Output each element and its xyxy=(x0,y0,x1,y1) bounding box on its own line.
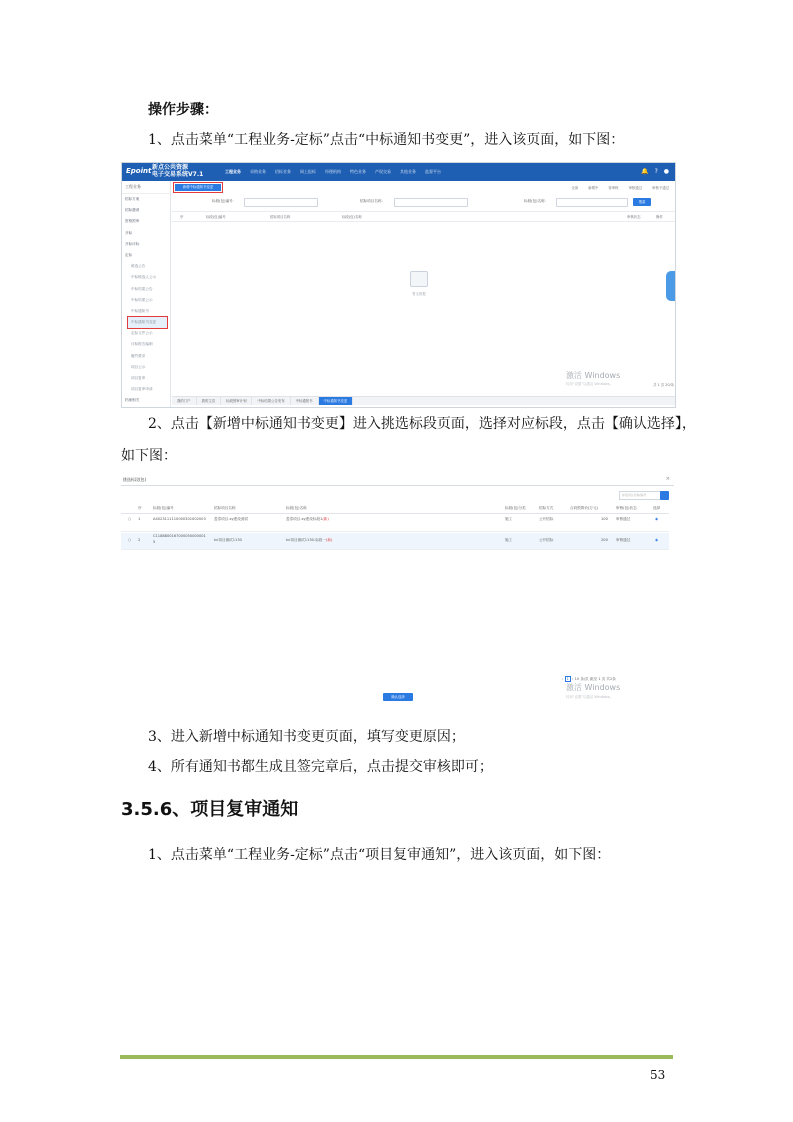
empty-box-icon xyxy=(410,271,428,287)
nav-item[interactable]: 产权交易 xyxy=(375,169,391,174)
column-header: 招标项目名称 xyxy=(270,215,291,219)
nav-item[interactable]: 采购业务 xyxy=(250,169,266,174)
cell-code-wrap: 5 xyxy=(153,540,156,544)
nav-item[interactable]: 其他业务 xyxy=(400,169,416,174)
sidebar-item[interactable]: 招标方案 xyxy=(125,197,140,201)
tab[interactable]: 中标通知书 xyxy=(291,397,319,405)
logo: Epoint xyxy=(126,167,152,175)
table-header xyxy=(121,504,669,514)
radio-option[interactable]: 审核通过 xyxy=(628,186,643,190)
row-radio-icon[interactable]: ○ xyxy=(128,538,132,542)
sidebar-title: 工程业务 xyxy=(122,181,170,194)
new-tag: (新) xyxy=(325,538,333,542)
nav-item[interactable]: 经理机构 xyxy=(325,169,341,174)
pager-total: 跳至 1 页 共2条 xyxy=(589,677,616,681)
sidebar xyxy=(122,181,171,407)
search-icon[interactable] xyxy=(660,491,669,500)
column-header: 标段(包)名称 xyxy=(342,215,362,219)
sidebar-item[interactable]: 定标 xyxy=(125,252,133,257)
cell-project: tcl项目测试1130 xyxy=(214,538,242,542)
sidebar-item[interactable]: 档案相关 xyxy=(125,398,140,403)
nav-item[interactable]: 招标业务 xyxy=(275,169,291,174)
add-notice-change-button[interactable]: 新增中标通知书变更 xyxy=(175,184,221,191)
screenshot-select-section-dialog xyxy=(121,475,674,707)
cell-code: C1188800167000050000001 xyxy=(153,534,206,538)
cell-no: 2 xyxy=(138,538,141,542)
nav-item[interactable]: 网上报标 xyxy=(300,169,316,174)
column-header: 合同预算价(万元) xyxy=(570,506,598,510)
cell-method: 公开招标 xyxy=(539,538,554,542)
cell-status: 审核通过 xyxy=(616,538,631,542)
confirm-select-button[interactable]: 确认选择 xyxy=(383,693,413,701)
page-number: 53 xyxy=(650,1068,666,1082)
select-icon[interactable]: ◉ xyxy=(655,517,659,521)
table-row[interactable] xyxy=(121,533,669,550)
table-row[interactable] xyxy=(121,515,669,532)
windows-watermark-sub: 转到“设置”以激活 Windows。 xyxy=(566,382,613,386)
windows-watermark: 激活 Windows xyxy=(566,683,621,692)
sidebar-subitem[interactable]: 中标结果公告 xyxy=(131,286,153,291)
status-radios xyxy=(571,185,669,190)
step-4-text: 4、所有通知书都生成且签完章后，点击提交审核即可； xyxy=(148,759,493,775)
radio-option[interactable]: 新增中 xyxy=(588,186,599,190)
column-header: 审核状态 xyxy=(627,215,641,219)
radio-option[interactable]: 待审核 xyxy=(608,186,619,190)
table-header xyxy=(172,211,675,222)
floating-tool-button[interactable] xyxy=(666,271,675,301)
cell-project: 盈泰项目-sy建设测试 xyxy=(214,517,249,521)
windows-watermark: 激活 Windows xyxy=(566,371,621,380)
cell-status: 审核通过 xyxy=(616,517,631,521)
column-header: 选择 xyxy=(653,506,661,510)
system-name-line1: 新点公共资源 xyxy=(152,164,189,171)
pager-size-select[interactable]: 10 条/页 xyxy=(574,677,589,681)
cell-budget: 100 xyxy=(601,517,608,521)
pager[interactable]: 共 1 页 20/条 xyxy=(653,383,675,387)
column-header: 标段(包)名称 xyxy=(286,506,307,510)
select-icon[interactable]: ◉ xyxy=(655,538,659,542)
sidebar-subitem[interactable]: 项目复审申请 xyxy=(131,387,153,392)
sidebar-subitem[interactable]: 评标报告编制 xyxy=(131,342,153,347)
search-input[interactable]: 标段(包)名称/编号 xyxy=(619,491,661,500)
sidebar-subitem[interactable]: 定标文件公示 xyxy=(131,331,153,336)
column-header: 标段(包)分类 xyxy=(505,506,526,510)
tab-active[interactable]: 中标通知书变更 xyxy=(319,397,354,405)
column-header: 审核(包)状态 xyxy=(616,506,637,510)
user-icon[interactable]: ● xyxy=(663,168,669,175)
cell-no: 1 xyxy=(138,517,141,521)
radio-option[interactable]: 全部 xyxy=(571,186,579,190)
sidebar-subitem[interactable]: 履约要求 xyxy=(131,353,146,358)
bell-icon[interactable]: 🔔 xyxy=(641,168,649,175)
sidebar-subitem[interactable]: 中标候选人公示 xyxy=(131,275,157,280)
step-2-continuation: 如下图： xyxy=(121,448,177,464)
step-1-text: 1、点击菜单“工程业务-定标”点击“中标通知书变更”，进入该页面，如下图： xyxy=(148,132,625,148)
nav-item[interactable]: 工程业务 xyxy=(225,169,241,174)
steps-heading: 操作步骤： xyxy=(148,102,218,118)
search-button[interactable]: 搜索 xyxy=(633,198,651,206)
step-2-text: 2、点击【新增中标通知书变更】进入挑选标段页面，选择对应标段，点击【确认选择】， xyxy=(148,416,696,432)
sidebar-subitem[interactable]: 候选公告 xyxy=(131,264,146,269)
step-5-text: 1、点击菜单“工程业务-定标”点击“项目复审通知”，进入该页面，如下图： xyxy=(148,847,611,863)
cell-category: 施工 xyxy=(505,517,513,521)
section-code-input[interactable] xyxy=(244,198,318,207)
system-name-line2: 电子交易系统V7.1 xyxy=(152,171,204,178)
tab[interactable]: 中标结果公告发布 xyxy=(252,397,290,405)
column-header: 标段(包)编号 xyxy=(206,215,226,219)
help-icon[interactable]: ? xyxy=(654,168,658,175)
column-header: 序 xyxy=(180,215,184,219)
radio-option[interactable]: 审核不通过 xyxy=(652,186,669,190)
column-header: 标段(包)编号 xyxy=(153,506,174,510)
top-icons xyxy=(641,168,669,175)
filter-label: 招标项目名称： xyxy=(360,199,386,203)
sidebar-item[interactable]: 招标邀请 xyxy=(125,208,140,213)
screenshot-notice-change-list xyxy=(121,162,676,408)
tab[interactable]: 我的主页 xyxy=(197,397,222,405)
top-bar xyxy=(122,163,675,181)
sidebar-subitem[interactable]: 项目复审 xyxy=(131,376,146,380)
tab[interactable]: 标段预审计划 xyxy=(221,397,252,405)
tab[interactable]: 我的门户 xyxy=(172,397,197,405)
section-name-input[interactable] xyxy=(556,198,628,207)
cell-section xyxy=(286,517,329,522)
sidebar-subitem[interactable]: 项目公示 xyxy=(131,364,146,369)
dialog-header xyxy=(121,475,674,486)
sidebar-subitem[interactable]: 中标结果公示 xyxy=(131,297,153,302)
section-name: 盈泰项目-sy建设标段1 xyxy=(286,517,323,521)
column-header: 招标项目名称 xyxy=(214,506,236,510)
section-name: tcl项目测试1130-标段一 xyxy=(286,538,326,542)
system-name xyxy=(152,164,203,178)
sidebar-subitem[interactable]: 中标通知书 xyxy=(131,308,149,313)
top-nav xyxy=(225,169,441,175)
filter-label: 标段(包)编号： xyxy=(212,199,237,203)
empty-state xyxy=(404,271,434,296)
column-header: 招标方式 xyxy=(539,506,554,510)
section-heading: 3.5.6、项目复审通知 xyxy=(121,799,299,820)
filter-label: 标段(包)名称： xyxy=(524,199,549,203)
project-name-input[interactable] xyxy=(394,198,468,207)
new-tag: (新) xyxy=(322,517,329,521)
pager-prev[interactable]: ‹ xyxy=(562,677,564,681)
column-header: 操作 xyxy=(656,215,663,219)
column-header: 序 xyxy=(138,506,142,510)
sidebar-item[interactable]: 开标评标 xyxy=(125,241,140,246)
cell-budget: 200 xyxy=(601,538,608,542)
pager-next[interactable]: › xyxy=(572,677,574,681)
windows-watermark-sub: 转到“设置”以激活 Windows。 xyxy=(566,695,613,699)
sidebar-item[interactable]: 开标 xyxy=(125,230,133,235)
pager-page[interactable]: 1 xyxy=(566,677,569,681)
cell-category: 施工 xyxy=(505,538,513,542)
row-radio-icon[interactable]: ○ xyxy=(128,517,132,521)
close-icon[interactable]: × xyxy=(665,476,670,482)
footer-rule xyxy=(120,1055,673,1059)
sidebar-item[interactable]: 资格预审 xyxy=(125,219,140,224)
sidebar-item-notice-change[interactable]: 中标通知书变更 xyxy=(128,317,167,328)
cell-code: A4023111110000301002003 xyxy=(153,517,206,521)
cell-section xyxy=(286,538,332,543)
nav-item[interactable]: 监督平台 xyxy=(425,169,441,174)
filter-bar xyxy=(172,197,675,209)
main-panel xyxy=(172,181,675,407)
dialog-title: 挑选标段(包) xyxy=(123,477,147,482)
empty-text: 暂无数据 xyxy=(412,292,426,296)
step-3-text: 3、进入新增中标通知书变更页面，填写变更原因； xyxy=(148,729,465,745)
bottom-tabs xyxy=(172,396,675,405)
cell-method: 公开招标 xyxy=(539,517,554,521)
pager xyxy=(562,676,616,682)
nav-item[interactable]: 特色业务 xyxy=(350,169,366,174)
